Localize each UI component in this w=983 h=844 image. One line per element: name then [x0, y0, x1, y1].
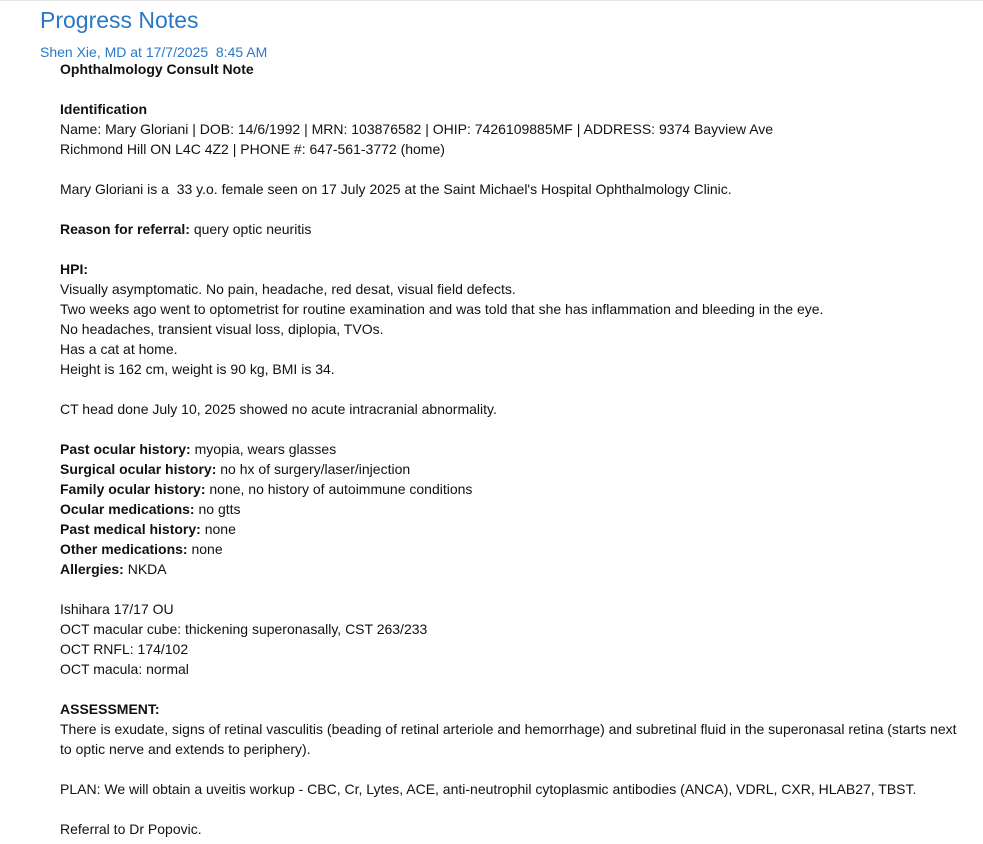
- history-item: [60, 479, 970, 499]
- history-value: myopia, wears glasses: [190, 441, 337, 457]
- identification-line-1: Name: Mary Gloriani | DOB: 14/6/1992 | MRN: 103876582 | OHIP: 7426109885MF | ADDRESS: 9374 Bayview Ave: [60, 121, 774, 137]
- history-value: none: [187, 541, 223, 557]
- history-value: none: [200, 521, 236, 537]
- spacer: [60, 79, 970, 99]
- hpi-line: Visually asymptomatic. No pain, headache, red desat, visual field defects.: [60, 281, 516, 297]
- test-result: OCT RNFL: 174/102: [60, 641, 189, 657]
- note-header: [40, 4, 267, 62]
- page-title: Progress Notes: [40, 7, 199, 33]
- referral-text: Referral to Dr Popovic.: [60, 821, 202, 837]
- spacer: [60, 759, 970, 779]
- spacer: [60, 159, 970, 179]
- history-value: none, no history of autoimmune conditions: [205, 481, 473, 497]
- history-item: [60, 459, 970, 479]
- assessment-text: There is exudate, signs of retinal vasculitis (beading of retinal arteriole and hemorrhage) and subretinal fluid in the superonasal retina (starts next to optic nerve and extends to periphery).: [60, 721, 961, 757]
- history-item: [60, 439, 970, 459]
- spacer: [60, 679, 970, 699]
- spacer: [60, 379, 970, 399]
- history-label: Past medical history:: [60, 521, 201, 537]
- note-title: Ophthalmology Consult Note: [60, 61, 254, 77]
- history-value: no hx of surgery/laser/injection: [216, 461, 411, 477]
- hpi-line: No headaches, transient visual loss, diplopia, TVOs.: [60, 321, 384, 337]
- reason-for-referral: [60, 219, 970, 239]
- author-timestamp[interactable]: Shen Xie, MD at 17/7/2025 8:45 AM: [40, 44, 268, 60]
- spacer: [60, 419, 970, 439]
- spacer: [60, 199, 970, 219]
- history-label: Allergies:: [60, 561, 124, 577]
- intro-text: Mary Gloriani is a 33 y.o. female seen on 17 July 2025 at the Saint Michael's Hospital Ophthalmology Clinic.: [60, 181, 732, 197]
- assessment-heading: ASSESSMENT:: [60, 701, 160, 717]
- history-label: Surgical ocular history:: [60, 461, 217, 477]
- hpi-heading: HPI:: [60, 261, 88, 277]
- history-label: Past ocular history:: [60, 441, 191, 457]
- consult-note-body: [60, 59, 970, 839]
- history-item: [60, 499, 970, 519]
- top-divider: [0, 0, 983, 1]
- hpi-line: Two weeks ago went to optometrist for routine examination and was told that she has inflammation and bleeding in the eye.: [60, 301, 824, 317]
- test-result: OCT macular cube: thickening superonasally, CST 263/233: [60, 621, 428, 637]
- history-label: Family ocular history:: [60, 481, 206, 497]
- history-label: Ocular medications:: [60, 501, 195, 517]
- history-item: [60, 539, 970, 559]
- history-item: [60, 559, 970, 579]
- test-result: Ishihara 17/17 OU: [60, 601, 174, 617]
- test-result: OCT macula: normal: [60, 661, 189, 677]
- history-label: Other medications:: [60, 541, 188, 557]
- reason-label: Reason for referral:: [60, 221, 190, 237]
- history-item: [60, 519, 970, 539]
- reason-value: query optic neuritis: [189, 221, 312, 237]
- hpi-line: Height is 162 cm, weight is 90 kg, BMI is 34.: [60, 361, 335, 377]
- plan-text: PLAN: We will obtain a uveitis workup - CBC, Cr, Lytes, ACE, anti-neutrophil cytoplasmic antibodies (ANCA), VDRL, CXR, HLAB27, TBST.: [60, 781, 917, 797]
- ct-result: CT head done July 10, 2025 showed no acute intracranial abnormality.: [60, 401, 497, 417]
- history-value: NKDA: [123, 561, 167, 577]
- hpi-line: Has a cat at home.: [60, 341, 178, 357]
- spacer: [60, 799, 970, 819]
- history-value: no gtts: [194, 501, 241, 517]
- identification-line-2: Richmond Hill ON L4C 4Z2 | PHONE #: 647-561-3772 (home): [60, 141, 445, 157]
- spacer: [60, 239, 970, 259]
- identification-heading: Identification: [60, 101, 148, 117]
- spacer: [60, 579, 970, 599]
